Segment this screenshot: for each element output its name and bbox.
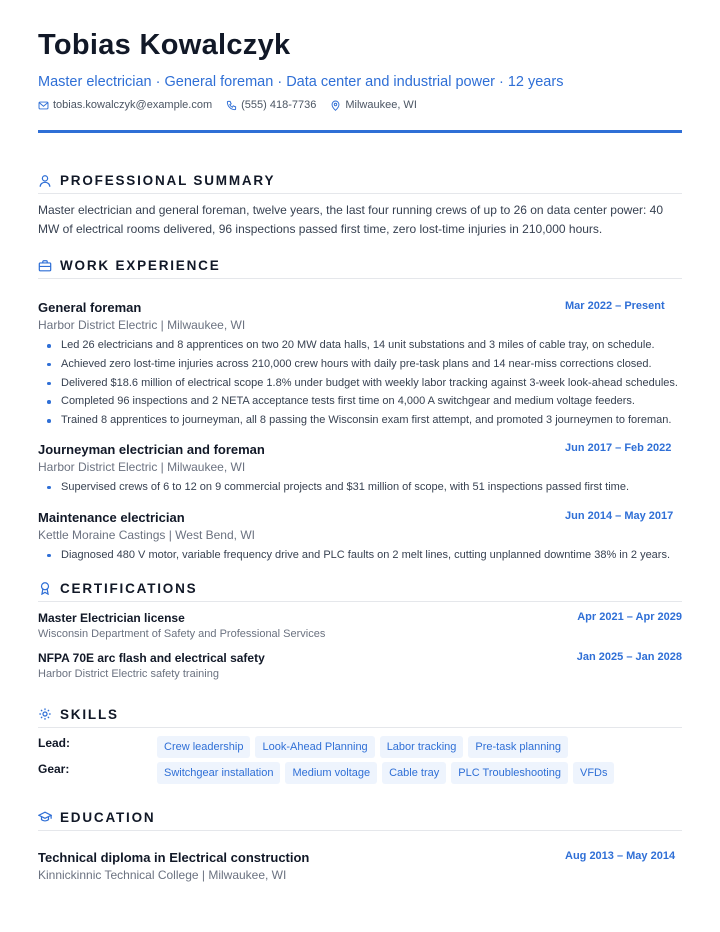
- skill-row: [38, 762, 682, 788]
- contact-phone[interactable]: [226, 98, 316, 112]
- phone-text: (555) 418-7736: [241, 99, 317, 111]
- job-bullet: Delivered $18.6 million of electrical scope 1.8% under budget with weekly labor tracking against 3-week look-ahead schedules.: [38, 374, 682, 393]
- cert-dates: Apr 2021 – Apr 2029: [577, 610, 682, 623]
- cert-entry: [38, 610, 682, 642]
- email-text: tobias.kowalczyk@example.com: [53, 99, 213, 111]
- job-org: Kettle Moraine Castings | West Bend, WI: [38, 527, 255, 542]
- skill-chip: Switchgear installation: [157, 762, 280, 784]
- summary-section: [38, 173, 682, 239]
- cert-name: Master Electrician license: [38, 610, 185, 625]
- skill-chip: Look-Ahead Planning: [255, 736, 374, 758]
- map-pin-icon: [330, 100, 341, 111]
- cert-name: NFPA 70E arc flash and electrical safety: [38, 650, 265, 665]
- experience-title: WORK EXPERIENCE: [60, 258, 221, 273]
- education-header: [38, 810, 682, 831]
- award-icon: [38, 581, 52, 595]
- education-title: EDUCATION: [60, 809, 156, 825]
- job-bullet: Led 26 electricians and 8 apprentices on two 20 MW data halls, 14 unit substations and 3 miles of cable tray, on schedule.: [38, 336, 682, 355]
- graduation-cap-icon: [38, 810, 52, 824]
- education-entry: [38, 849, 682, 884]
- job-bullets: [38, 478, 682, 497]
- candidate-name: Tobias Kowalczyk: [38, 29, 291, 61]
- skill-chip: Labor tracking: [380, 736, 464, 758]
- contact-location: [330, 98, 417, 112]
- summary-text: Master electrician and general foreman, twelve years, the last four running crews of up to 26 on data center power: 40 MW of electrical rooms delivered, 96 inspections passed first time, zero lost-time injuries in 210,000 hours.: [38, 203, 664, 236]
- skills-title: SKILLS: [60, 706, 119, 722]
- cert-dates: Jan 2025 – Jan 2028: [576, 650, 682, 663]
- job-entry: [38, 441, 682, 497]
- mail-icon: [38, 100, 49, 111]
- job-org: Harbor District Electric | Milwaukee, WI: [38, 318, 246, 332]
- gear-icon: [38, 707, 52, 721]
- cert-issuer: Wisconsin Department of Safety and Professional Services: [38, 627, 326, 640]
- job-bullet: Trained 8 apprentices to journeyman, all 8 passing the Wisconsin exam first attempt, and promoted 3 journeymen to foreman.: [38, 411, 682, 430]
- user-icon: [38, 174, 52, 188]
- certifications-section: [38, 581, 682, 682]
- skill-chips: [157, 736, 573, 758]
- skill-chip: Pre-task planning: [468, 736, 568, 758]
- skill-chips: [157, 762, 619, 784]
- headline-tagline: Master electrician · General foreman · Data center and industrial power · 12 years: [38, 74, 564, 90]
- job-dates: Mar 2022 – Present: [565, 300, 665, 312]
- phone-icon: [226, 100, 237, 111]
- skills-section: [38, 707, 682, 788]
- job-dates: Jun 2014 – May 2017: [565, 509, 674, 522]
- job-bullet: Diagnosed 480 V motor, variable frequency drive and PLC faults on 2 melt lines, cutting unplanned downtime 38% in 2 years.: [38, 546, 682, 565]
- school-name: Kinnickinnic Technical College | Milwaukee, WI: [38, 867, 287, 882]
- job-dates: Jun 2017 – Feb 2022: [565, 441, 672, 454]
- experience-section: [38, 258, 682, 565]
- experience-header: [38, 258, 682, 279]
- job-entry: [38, 299, 682, 430]
- skill-chip: Medium voltage: [285, 762, 377, 784]
- job-bullet: Achieved zero lost-time injuries across 210,000 crew hours with daily pre-task plans and 14 near-miss corrections closed.: [38, 355, 682, 374]
- skill-chip: Crew leadership: [157, 736, 250, 758]
- skill-chip: Cable tray: [382, 762, 446, 784]
- skill-row-label: Gear:: [38, 761, 70, 776]
- job-bullet: Supervised crews of 6 to 12 on 9 commercial projects and $31 million of scope, with 51 inspections passed first time.: [38, 478, 682, 497]
- briefcase-icon: [38, 259, 52, 273]
- skill-row-label: Lead:: [38, 735, 71, 750]
- cert-entry: [38, 650, 682, 682]
- job-bullets: [38, 336, 682, 430]
- job-org: Harbor District Electric | Milwaukee, WI: [38, 459, 246, 474]
- skills-header: [38, 707, 682, 728]
- header-divider: [38, 130, 682, 133]
- job-bullet: Completed 96 inspections and 2 NETA acceptance tests first time on 4,000 A switchgear and medium voltage feeders.: [38, 392, 682, 411]
- certifications-title: CERTIFICATIONS: [60, 580, 198, 596]
- education-section: [38, 810, 682, 884]
- job-entry: [38, 509, 682, 565]
- contact-line: [38, 98, 682, 112]
- job-title: Journeyman electrician and foreman: [38, 441, 265, 457]
- cert-issuer: Harbor District Electric safety training: [38, 667, 219, 680]
- skill-row: [38, 736, 682, 762]
- location-text: Milwaukee, WI: [345, 99, 417, 111]
- summary-title: PROFESSIONAL SUMMARY: [60, 173, 276, 188]
- skill-chip: VFDs: [573, 762, 615, 784]
- education-dates: Aug 2013 – May 2014: [565, 849, 676, 862]
- job-title: Maintenance electrician: [38, 509, 185, 525]
- certifications-header: [38, 581, 682, 602]
- job-bullets: [38, 546, 682, 565]
- summary-header: [38, 173, 682, 194]
- job-title: General foreman: [38, 300, 142, 315]
- contact-email[interactable]: [38, 98, 212, 112]
- degree-title: Technical diploma in Electrical construction: [38, 849, 310, 865]
- skill-chip: PLC Troubleshooting: [451, 762, 568, 784]
